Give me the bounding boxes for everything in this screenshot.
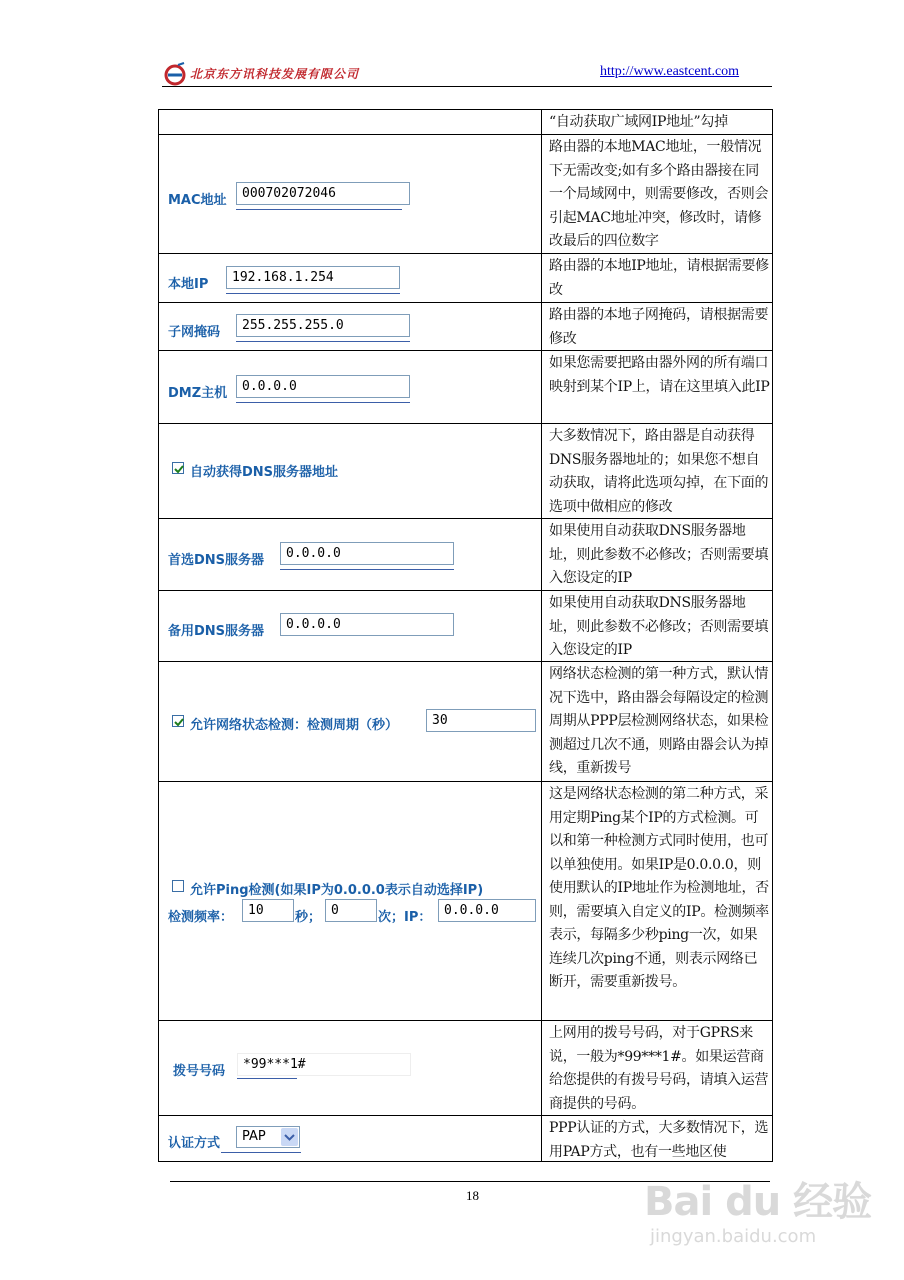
chevron-down-icon[interactable] bbox=[281, 1128, 298, 1146]
auto-dns-label: 自动获得DNS服务器地址 bbox=[190, 465, 339, 480]
row-description: 上网用的拨号号码，对于GPRS来说，一般为*99***1#。如果运营商给您提供的有拨号号码，请填入运营商提供的号码。 bbox=[549, 1025, 769, 1112]
checkmark-icon bbox=[173, 716, 185, 728]
input-underline bbox=[237, 1078, 297, 1079]
dmz-host-label: DMZ主机 bbox=[168, 386, 228, 401]
row-description: 网络状态检测的第一种方式，默认情况下选中，路由器会每隔设定的检测周期从PPP层检测网络状态，如果检测超过几次不通，则路由器会认为掉线，重新拨号 bbox=[549, 666, 769, 776]
count-ip-label: 次；IP： bbox=[378, 910, 432, 925]
watermark-site: jingyan.baidu.com bbox=[650, 1226, 817, 1247]
network-detect-checkbox[interactable] bbox=[172, 715, 184, 727]
secondary-dns-label: 备用DNS服务器 bbox=[168, 624, 265, 639]
settings-table bbox=[158, 109, 773, 1162]
company-url-link[interactable]: http://www.eastcent.com bbox=[600, 64, 740, 79]
dial-number-label: 拨号号码 bbox=[173, 1064, 226, 1079]
ping-detect-checkbox[interactable] bbox=[172, 880, 184, 892]
secondary-dns-input[interactable]: 0.0.0.0 bbox=[280, 613, 454, 636]
row-description: “自动获取广域网IP地址”勾掉 bbox=[549, 114, 728, 130]
ping-detect-label: 允许Ping检测(如果IP为0.0.0.0表示自动选择IP) bbox=[190, 883, 484, 898]
company-logo-icon bbox=[164, 62, 186, 86]
ping-ip-input[interactable]: 0.0.0.0 bbox=[438, 899, 536, 922]
dial-number-input[interactable]: *99***1# bbox=[237, 1053, 411, 1076]
row-divider bbox=[159, 302, 772, 303]
seconds-label: 秒； bbox=[295, 910, 322, 925]
auth-method-label: 认证方式 bbox=[168, 1136, 221, 1151]
row-description: 大多数情况下，路由器是自动获得DNS服务器地址的；如果您不想自动获取，请将此选项勾掉，在下面的选项中做相应的修改 bbox=[549, 428, 769, 515]
network-detect-label: 允许网络状态检测：检测周期（秒） bbox=[190, 718, 399, 733]
subnet-mask-label: 子网掩码 bbox=[168, 325, 221, 340]
row-description: 路由器的本地MAC地址，一般情况下无需改变;如有多个路由器接在同一个局域网中，则需要修改，否则会引起MAC地址冲突，修改时，请修改最后的四位数字 bbox=[549, 139, 769, 249]
input-underline bbox=[280, 569, 454, 570]
local-ip-input[interactable]: 192.168.1.254 bbox=[226, 266, 400, 289]
watermark-brand: Bai du 经验 bbox=[644, 1179, 872, 1225]
auth-method-value: PAP bbox=[242, 1129, 266, 1144]
header-divider bbox=[162, 86, 772, 87]
auto-dns-checkbox[interactable] bbox=[172, 462, 184, 474]
ping-frequency-label: 检测频率： bbox=[168, 910, 234, 925]
row-description: 如果您需要把路由器外网的所有端口映射到某个IP上，请在这里填入此IP bbox=[549, 355, 770, 395]
mac-address-input[interactable]: 000702072046 bbox=[236, 182, 410, 205]
auth-method-select[interactable] bbox=[236, 1126, 300, 1148]
row-divider bbox=[159, 781, 772, 782]
row-divider bbox=[159, 423, 772, 424]
row-divider bbox=[159, 1020, 772, 1021]
row-description: 如果使用自动获取DNS服务器地址，则此参数不必修改；否则需要填入您设定的IP bbox=[549, 595, 769, 658]
checkmark-icon bbox=[173, 463, 185, 475]
local-ip-label: 本地IP bbox=[168, 277, 209, 292]
input-underline bbox=[221, 1152, 301, 1153]
row-description: 这是网络状态检测的第二种方式，采用定期Ping某个IP的方式检测。可以和第一种检测方式同时使用，也可以单独使用。如果IP是0.0.0.0，则使用默认的IP地址作为检测地址，否则，需要填入自定义的IP。检测频率表示，每隔多少秒ping一次，如果连续几次ping不通，则表示网络已断开，需要重新拨号。 bbox=[549, 786, 769, 990]
input-underline bbox=[236, 341, 410, 342]
row-description: 路由器的本地IP地址，请根据需要修改 bbox=[549, 258, 769, 298]
input-underline bbox=[226, 293, 400, 294]
input-underline bbox=[236, 402, 410, 403]
mac-address-label: MAC地址 bbox=[168, 193, 227, 208]
ping-count-input[interactable]: 0 bbox=[325, 899, 377, 922]
row-description: PPP认证的方式，大多数情况下，选用PAP方式，也有一些地区使 bbox=[549, 1120, 769, 1160]
row-description: 如果使用自动获取DNS服务器地址，则此参数不必修改；否则需要填入您设定的IP bbox=[549, 523, 769, 586]
column-divider bbox=[541, 110, 542, 1161]
company-name: 北京东方讯科技发展有限公司 bbox=[190, 67, 360, 81]
detect-period-input[interactable]: 30 bbox=[426, 709, 536, 732]
ping-frequency-input[interactable]: 10 bbox=[242, 899, 294, 922]
subnet-mask-input[interactable]: 255.255.255.0 bbox=[236, 314, 410, 337]
input-underline bbox=[236, 209, 402, 210]
row-description: 路由器的本地子网掩码，请根据需要修改 bbox=[549, 307, 769, 347]
primary-dns-label: 首选DNS服务器 bbox=[168, 553, 265, 568]
primary-dns-input[interactable]: 0.0.0.0 bbox=[280, 542, 454, 565]
dmz-host-input[interactable]: 0.0.0.0 bbox=[236, 375, 410, 398]
page-number: 18 bbox=[466, 1188, 479, 1203]
